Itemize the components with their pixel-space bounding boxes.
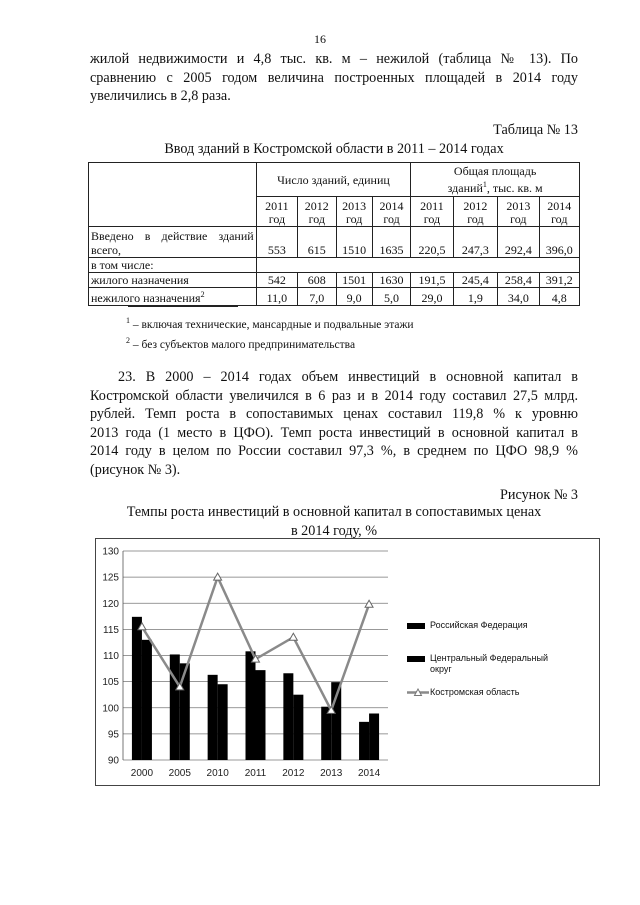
- table-row: [89, 288, 580, 306]
- bar-russia: [208, 675, 218, 760]
- paragraph-line: рублей. Темп роста в сопоставимых ценах составил 119,8 % к уровню: [90, 406, 578, 422]
- header-area-line: зданий: [447, 180, 483, 195]
- x-tick-label: 2000: [130, 768, 154, 779]
- y-tick-label: 130: [102, 546, 119, 558]
- intro-line: жилой недвижимости и 4,8 тыс. кв. м – нежилой (таблица № 13). По: [90, 51, 578, 67]
- x-tick-label: 2011: [244, 768, 267, 779]
- table-cell: 258,4: [498, 273, 539, 288]
- bar-cfo: [369, 713, 379, 760]
- paragraph-line: Костромской области увеличился в 6 раз и в 2014 году составил 27,5 млрд.: [90, 387, 578, 404]
- table-cell: 608: [298, 273, 336, 288]
- figure-title: [90, 503, 578, 540]
- bar-cfo: [293, 695, 303, 760]
- table-cell: 5,0: [372, 288, 410, 306]
- bar-russia: [359, 722, 369, 760]
- bar-russia: [246, 651, 256, 760]
- row-label: жилого назначения: [89, 273, 257, 288]
- year-header: 2014 год: [372, 197, 410, 227]
- paragraph-line: (рисунок № 3).: [90, 461, 181, 478]
- year-header: 2011 год: [411, 197, 453, 227]
- bar-cfo: [256, 670, 266, 760]
- table-cell: 247,3: [453, 227, 497, 258]
- table-label: Таблица № 13: [493, 122, 578, 138]
- table-row: [89, 258, 580, 273]
- table-cell: [256, 258, 579, 273]
- table-cell: 1501: [336, 273, 372, 288]
- intro-line: сравнению с 2005 годом величина построенных площадей в 2014 году: [90, 69, 578, 86]
- row-label: нежилого назначения$^2$: [89, 288, 257, 306]
- page-number: 16: [314, 32, 326, 46]
- table-cell: 1,9: [453, 288, 497, 306]
- table-cell: 542: [256, 273, 297, 288]
- y-tick-label: 110: [103, 651, 119, 662]
- paragraph-line: 2013 года (1 место в ЦФО). Темп роста инвестиций в основной капитал в: [90, 424, 578, 441]
- table-cell: 1510: [336, 227, 372, 258]
- footnote: $^2$ – без субъектов малого предпринимательства: [126, 335, 356, 351]
- kostroma-point: [289, 633, 297, 640]
- table-cell: 191,5: [411, 273, 453, 288]
- header-building-count: Число зданий, единиц: [256, 163, 411, 197]
- bar-cfo: [142, 640, 152, 760]
- intro-line: увеличились в 2,8 раза.: [90, 88, 231, 104]
- table-row: [89, 273, 580, 288]
- y-tick-label: 95: [107, 729, 119, 741]
- legend-swatch: [407, 656, 425, 662]
- x-tick-label: 2010: [206, 768, 229, 779]
- footnote-rule: [128, 306, 238, 307]
- figure-title-line: Темпы роста инвестиций в основной капитал в сопоставимых ценах: [126, 504, 542, 520]
- year-header: 2013 год: [336, 197, 372, 227]
- figure-title-line: в 2014 году, %: [290, 522, 378, 539]
- header-area-line: Общая площадь: [453, 163, 537, 178]
- year-header: 2013 год: [498, 197, 539, 227]
- legend-item: Российская Федерация: [407, 620, 528, 631]
- y-tick-label: 115: [103, 624, 119, 636]
- paragraph-23: [90, 368, 578, 479]
- bar-russia: [321, 707, 331, 760]
- paragraph-line: 23. В 2000 – 2014 годах объем инвестиций в основной капитал в: [118, 369, 578, 385]
- y-tick-label: 125: [102, 572, 119, 584]
- footnote: $^1$ – включая технические, мансардные и подвальные этажи: [126, 316, 414, 331]
- kostroma-point: [365, 600, 373, 607]
- table-cell: 396,0: [539, 227, 579, 258]
- y-tick-label: 105: [102, 677, 119, 689]
- bar-cfo: [180, 663, 190, 760]
- table-cell: 9,0: [336, 288, 372, 306]
- bar-russia: [170, 654, 180, 760]
- header-total-area: [411, 163, 580, 197]
- paragraph-line: 2014 году в целом по России составил 97,3 %, в среднем по ЦФО 98,9 %: [90, 443, 578, 459]
- table-corner-cell: [89, 163, 257, 227]
- table-cell: 29,0: [411, 288, 453, 306]
- buildings-table: [88, 162, 580, 306]
- footnote-mark: 1: [482, 179, 487, 189]
- year-header: 2014 год: [539, 197, 579, 227]
- y-tick-label: 90: [107, 755, 119, 767]
- table-cell: 7,0: [298, 288, 336, 306]
- table-row: [89, 227, 580, 258]
- x-tick-label: 2014: [357, 768, 381, 779]
- table-cell: 391,2: [539, 273, 579, 288]
- table-cell: 34,0: [498, 288, 539, 306]
- y-tick-label: 120: [102, 598, 119, 610]
- legend-item: Центральный Федеральный округ: [407, 653, 577, 675]
- table-cell: 1630: [372, 273, 410, 288]
- year-header: 2012 год: [298, 197, 336, 227]
- table-title: Ввод зданий в Костромской области в 2011 – 2014 годах: [164, 141, 504, 157]
- table-cell: 615: [298, 227, 336, 258]
- x-tick-label: 2012: [282, 768, 305, 779]
- x-tick-label: 2005: [168, 768, 191, 779]
- legend-swatch: [407, 623, 425, 629]
- kostroma-point: [214, 573, 222, 580]
- table-cell: 292,4: [498, 227, 539, 258]
- table-cell: 553: [256, 227, 297, 258]
- year-header: 2011 год: [256, 197, 297, 227]
- bar-cfo: [218, 684, 228, 760]
- table-cell: 1635: [372, 227, 410, 258]
- bar-russia: [283, 673, 293, 760]
- row-label: Введено в действие зданий всего,: [89, 227, 257, 258]
- intro-paragraph: [90, 50, 578, 106]
- legend-line-marker: [407, 688, 429, 697]
- x-tick-label: 2013: [320, 768, 343, 779]
- chart-frame: [95, 538, 600, 786]
- table-cell: 245,4: [453, 273, 497, 288]
- header-area-line: , тыс. кв. м: [486, 180, 543, 195]
- footnotes: [126, 313, 546, 353]
- bar-russia: [132, 617, 142, 760]
- table-cell: 4,8: [539, 288, 579, 306]
- row-label: в том числе:: [89, 258, 257, 273]
- table-cell: 11,0: [256, 288, 297, 306]
- legend-item: Костромская область: [407, 687, 519, 698]
- year-header: 2012 год: [453, 197, 497, 227]
- figure-label: Рисунок № 3: [500, 487, 578, 503]
- table-cell: 220,5: [411, 227, 453, 258]
- y-tick-label: 100: [102, 703, 119, 715]
